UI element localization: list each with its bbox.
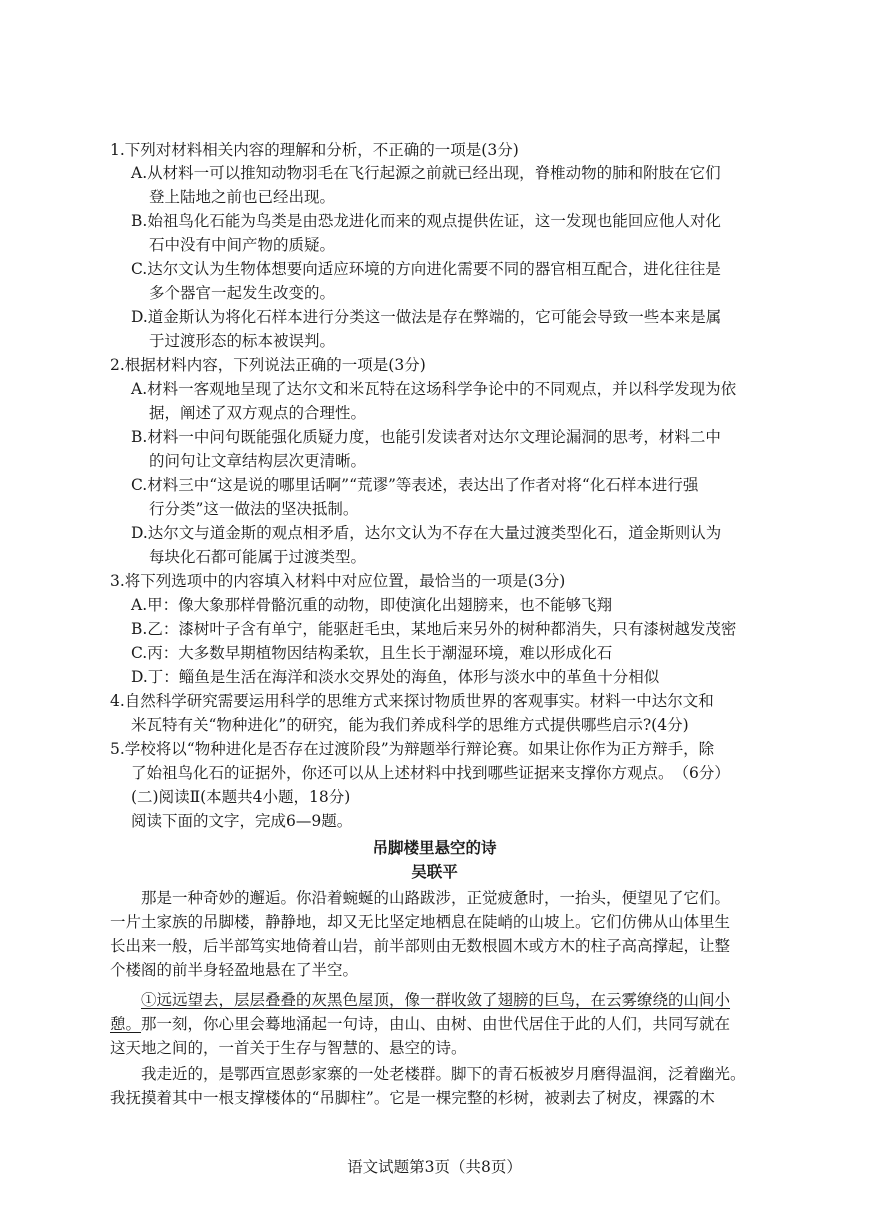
article-p2-underlined-end: 憩。 <box>110 1015 142 1033</box>
question-1-option-d-cont: 于过渡形态的标本被误判。 <box>149 332 336 350</box>
question-3-option-d: D.丁：鲻鱼是生活在海洋和淡水交界处的海鱼，体形与淡水中的革鱼十分相似 <box>131 668 660 686</box>
question-2-option-c: C.材料三中“这是说的哪里话啊”“荒谬”等表述，表达出了作者对将“化石样本进行强 <box>131 476 699 494</box>
article-author: 吴联平 <box>411 862 458 881</box>
question-5-line-1: 5.学校将以“物种进化是否存在过渡阶段”为辩题举行辩论赛。如果让你作为正方辩手，除 <box>110 740 715 758</box>
article-p1-line-2: 一片土家族的吊脚楼，静静地，却又无比坚定地栖息在陡峭的山坡上。它们仿佛从山体里生 <box>110 913 731 931</box>
article-p3-line-2: 我抚摸着其中一根支撑楼体的“吊脚柱”。它是一棵完整的杉树，被剥去了树皮，裸露的木 <box>110 1089 715 1107</box>
question-1-option-d: D.道金斯认为将化石样本进行分类这一做法是存在弊端的，它可能会导致一些本来是属 <box>131 308 722 326</box>
question-2-stem: 2.根据材料内容，下列说法正确的一项是(3分) <box>110 356 426 374</box>
article-p1-line-3: 长出来一般，后半部笃实地倚着山岩，前半部则由无数根圆木或方木的柱子高高撑起，让整 <box>110 937 731 955</box>
question-1-stem: 1.下列对材料相关内容的理解和分析，不正确的一项是(3分) <box>110 141 519 159</box>
question-4-line-1: 4.自然科学研究需要运用科学的思维方式来探讨物质世界的客观事实。材料一中达尔文和 <box>110 692 714 710</box>
article-p2-line-2 <box>110 1014 730 1034</box>
article-p3-line-1: 我走近的，是鄂西宣恩彭家寨的一处老楼群。脚下的青石板被岁月磨得温润，泛着幽光。 <box>141 1065 746 1083</box>
question-1-option-a: A.从材料一可以推知动物羽毛在飞行起源之前就已经出现，脊椎动物的肺和附肢在它们 <box>131 164 721 182</box>
section-heading: (二)阅读Ⅱ(本题共4小题，18分) <box>131 788 351 806</box>
article-p1-line-1: 那是一种奇妙的邂逅。你沿着蜿蜒的山路跋涉，正觉疲惫时，一抬头，便望见了它们。 <box>141 889 731 907</box>
question-4-line-2: 米瓦特有关“物种进化”的研究，能为我们养成科学的思维方式提供哪些启示?(4分) <box>131 716 689 734</box>
question-5-line-2: 了始祖鸟化石的证据外，你还可以从上述材料中找到哪些证据来支撑你方观点。 （6分） <box>131 764 730 782</box>
question-1-option-c: C.达尔文认为生物体想要向适应环境的方向进化需要不同的器官相互配合，进化往往是 <box>131 260 721 278</box>
article-title: 吊脚楼里悬空的诗 <box>372 838 497 857</box>
question-2-option-b-cont: 的问句让文章结构层次更清晰。 <box>149 452 367 470</box>
question-1-option-b: B.始祖鸟化石能为鸟类是由恐龙进化而来的观点提供佐证，这一发现也能回应他人对化 <box>131 212 721 230</box>
question-2-option-c-cont: 行分类”这一做法的坚决抵制。 <box>149 500 359 518</box>
question-3-option-b: B.乙：漆树叶子含有单宁，能驱赶毛虫，某地后来另外的树种都消失，只有漆树越发茂密 <box>131 620 737 638</box>
question-3-option-c: C.丙：大多数早期植物因结构柔软，且生长于潮湿环境，难以形成化石 <box>131 644 613 662</box>
question-2-option-d: D.达尔文与道金斯的观点相矛盾，达尔文认为不存在大量过渡类型化石，道金斯则认为 <box>131 524 722 542</box>
question-3-option-a: A.甲：像大象那样骨骼沉重的动物，即使演化出翅膀来，也不能够飞翔 <box>131 596 613 614</box>
question-2-option-d-cont: 每块化石都可能属于过渡类型。 <box>149 548 367 566</box>
question-1-option-a-cont: 登上陆地之前也已经出现。 <box>149 188 336 206</box>
article-p1-line-4: 个楼阁的前半身轻盈地悬在了半空。 <box>110 961 359 979</box>
question-2-option-a: A.材料一客观地呈现了达尔文和米瓦特在这场科学争论中的不同观点，并以科学发现为依 <box>131 380 737 398</box>
question-3-stem: 3.将下列选项中的内容填入材料中对应位置，最恰当的一项是(3分) <box>110 572 566 590</box>
section-instruction: 阅读下面的文字，完成6—9题。 <box>131 812 353 830</box>
question-1-option-b-cont: 石中没有中间产物的质疑。 <box>149 236 336 254</box>
article-p2-line-3: 这天地之间的，一首关于生存与智慧的、悬空的诗。 <box>110 1039 467 1057</box>
article-p2-underlined-line-1: ①远远望去，层层叠叠的灰黑色屋顶，像一群收敛了翅膀的巨鸟，在云雾缭绕的山间小 <box>141 991 731 1009</box>
article-p2-rest: 那一刻，你心里会蓦地涌起一句诗，由山、由树、由世代居住于此的人们，共同写就在 <box>141 1015 731 1033</box>
page-footer: 语文试题第3页（共8页） <box>347 1158 522 1176</box>
question-2-option-b: B.材料一中问句既能强化质疑力度，也能引发读者对达尔文理论漏洞的思考，材料二中 <box>131 428 721 446</box>
question-2-option-a-cont: 据，阐述了双方观点的合理性。 <box>149 404 367 422</box>
question-1-option-c-cont: 多个器官一起发生改变的。 <box>149 284 336 302</box>
